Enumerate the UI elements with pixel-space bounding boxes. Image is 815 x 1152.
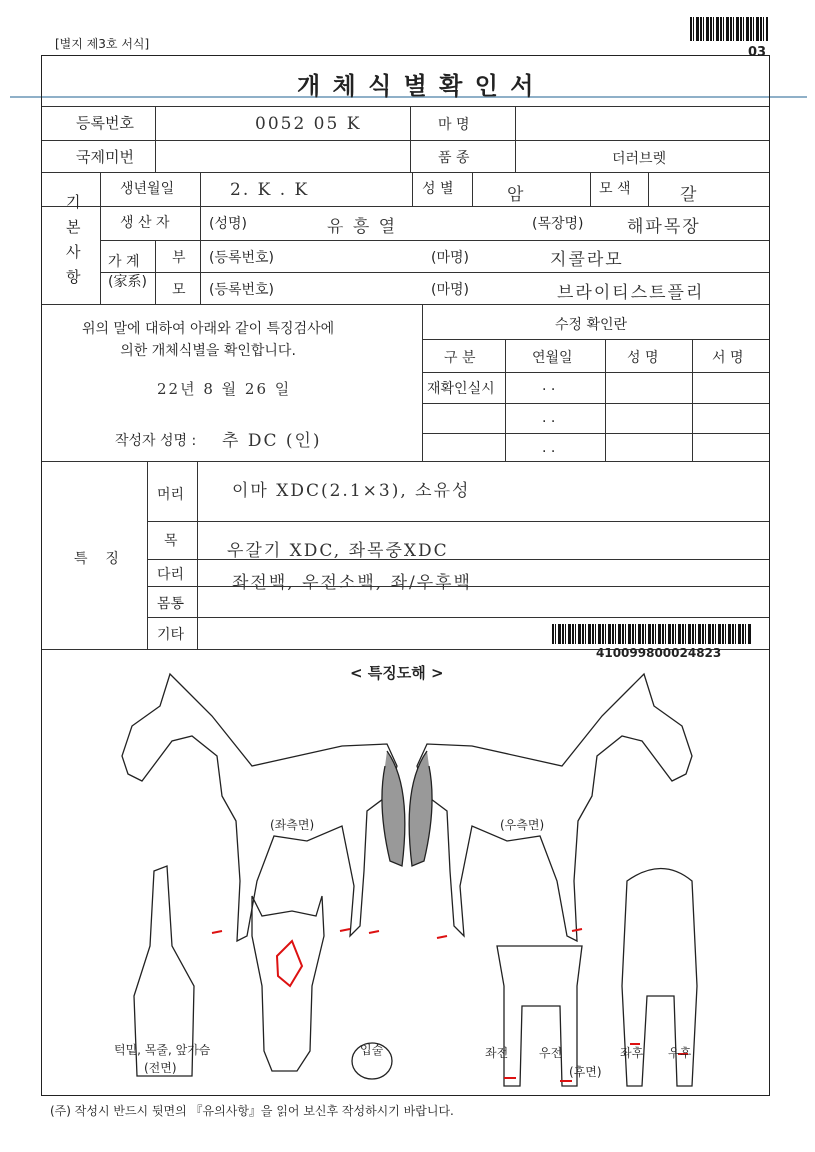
identification-form	[41, 55, 770, 1096]
legs-value: 좌전백, 우전소백, 좌/우후백	[232, 573, 472, 593]
writer-value: 추 DC (인)	[222, 431, 322, 451]
writer-label: 작성자 성명 :	[115, 433, 197, 449]
basic-section-label: 기 본 사 항	[66, 193, 81, 286]
barcode-number: 410099800024823	[596, 646, 722, 660]
dam-reg-label: (등록번호)	[209, 282, 275, 298]
right-front-label: 우전	[539, 1046, 563, 1060]
correction-title: 수정 확인란	[555, 317, 628, 333]
page-number: 03	[748, 45, 767, 60]
sire-reg-label: (등록번호)	[209, 250, 275, 266]
legs-label: 다리	[157, 567, 185, 583]
ranch-value: 해파목장	[627, 217, 701, 237]
dam-horse-label: (마명)	[431, 282, 469, 298]
horse-name-label: 마 명	[438, 117, 470, 133]
front-caption: 턱밑, 목줄, 앞가슴	[114, 1043, 211, 1057]
footer-note: (주) 작성시 반드시 뒷면의 『유의사항』을 읽어 보신후 작성하시기 바랍니다.	[50, 1104, 454, 1118]
neck-value: 우갈기 XDC, 좌목중XDC	[227, 541, 449, 561]
front-view-label: (전면)	[144, 1061, 177, 1075]
sire-label: 부	[172, 250, 186, 266]
dots-2: . .	[542, 410, 556, 426]
confirm-statement: 위의 말에 대하여 아래와 같이 특징검사에 의한 개체식별을 확인합니다.	[82, 321, 335, 359]
breed-value: 더러브렛	[612, 151, 667, 167]
dots-1: . .	[542, 378, 556, 394]
family-label: 가 계 (家系)	[108, 254, 147, 290]
right-side-label: (우측면)	[500, 818, 545, 832]
birth-value: 2. K . K	[230, 180, 310, 200]
color-label: 모 색	[599, 181, 631, 197]
left-side-label: (좌측면)	[270, 818, 315, 832]
left-front-label: 좌전	[485, 1046, 509, 1060]
producer-name-label: (성명)	[209, 216, 247, 232]
producer-label: 생 산 자	[120, 215, 170, 231]
other-label: 기타	[157, 627, 185, 643]
reg-no-value: 0052 05 K	[255, 114, 362, 134]
sex-label: 성 별	[422, 181, 454, 197]
reg-no-label: 등록번호	[76, 114, 134, 132]
dam-value: 브라이티스트플리	[557, 283, 705, 303]
id-barcode	[552, 624, 752, 644]
col-name: 성 명	[627, 350, 659, 366]
producer-value: 유 흥 열	[327, 217, 398, 237]
form-number: [별지 제3호 서식]	[55, 37, 150, 51]
sire-value: 지콜라모	[550, 250, 624, 270]
rear-view-label: (후면)	[569, 1065, 602, 1079]
col-date: 연월일	[532, 350, 573, 366]
ranch-label: (목장명)	[532, 216, 584, 232]
row-recheck: 재확인실시	[427, 381, 495, 397]
intl-label: 국제미번	[76, 148, 134, 166]
col-sign: 서 명	[712, 350, 744, 366]
dam-label: 모	[172, 282, 186, 298]
diagram-title: < 특징도해 >	[350, 664, 444, 682]
confirm-date: 22년 8 월 26 일	[157, 380, 292, 398]
page-title: 개 체 식 별 확 인 서	[297, 72, 536, 100]
sex-value: 암	[507, 185, 526, 205]
head-label: 머리	[157, 487, 185, 503]
breed-label: 품 종	[438, 150, 470, 166]
left-hind-label: 좌후	[620, 1046, 644, 1060]
top-barcode	[690, 17, 768, 41]
head-value: 이마 XDC(2.1×3), 소유성	[232, 481, 471, 501]
sire-horse-label: (마명)	[431, 250, 469, 266]
col-type: 구 분	[444, 350, 476, 366]
features-section-label: 특 징	[74, 551, 119, 567]
birth-label: 생년월일	[120, 181, 175, 197]
right-hind-label: 우후	[668, 1046, 692, 1060]
neck-label: 목	[164, 533, 178, 549]
body-label: 몸통	[157, 596, 185, 612]
dots-3: . .	[542, 440, 556, 456]
color-value: 갈	[680, 185, 699, 205]
muzzle-label: 입술	[360, 1043, 384, 1057]
horse-diagram	[42, 656, 771, 1086]
